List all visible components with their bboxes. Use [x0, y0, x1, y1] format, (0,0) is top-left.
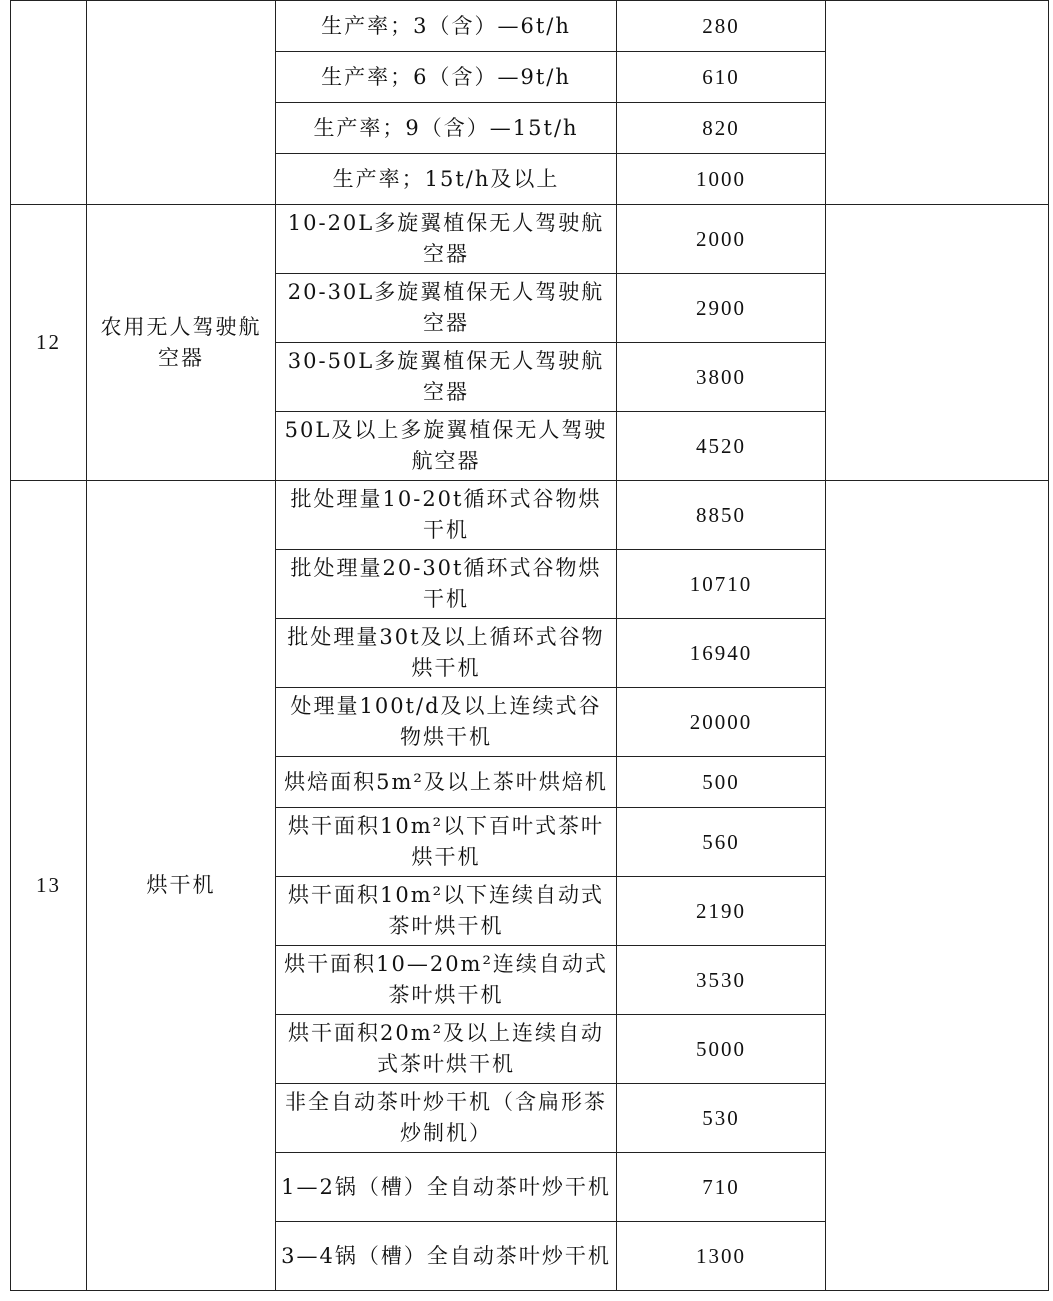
amount-cell: 1000: [617, 154, 826, 205]
spec-cell: 3—4锅（槽）全自动茶叶炒干机: [276, 1222, 617, 1291]
spec-cell: 生产率；15t/h及以上: [276, 154, 617, 205]
spec-cell: 非全自动茶叶炒干机（含扁形茶炒制机）: [276, 1084, 617, 1153]
spec-cell: 批处理量20-30t循环式谷物烘干机: [276, 550, 617, 619]
category-cell: 农用无人驾驶航空器: [87, 205, 276, 481]
spec-cell: 批处理量30t及以上循环式谷物烘干机: [276, 619, 617, 688]
amount-cell: 530: [617, 1084, 826, 1153]
spec-cell: 烘干面积10—20m²连续自动式茶叶烘干机: [276, 946, 617, 1015]
spec-cell: 烘干面积10m²以下连续自动式茶叶烘干机: [276, 877, 617, 946]
table-row: [11, 481, 1049, 550]
amount-cell: 4520: [617, 412, 826, 481]
note-cell: [826, 205, 1049, 481]
amount-cell: 280: [617, 1, 826, 52]
amount-cell: 8850: [617, 481, 826, 550]
spec-cell: 20-30L多旋翼植保无人驾驶航空器: [276, 274, 617, 343]
item-number-cell: [11, 1, 87, 205]
spec-cell: 处理量100t/d及以上连续式谷物烘干机: [276, 688, 617, 757]
amount-cell: 820: [617, 103, 826, 154]
spec-cell: 50L及以上多旋翼植保无人驾驶航空器: [276, 412, 617, 481]
spec-cell: 1—2锅（槽）全自动茶叶炒干机: [276, 1153, 617, 1222]
amount-cell: 610: [617, 52, 826, 103]
table-row: [11, 1, 1049, 52]
amount-cell: 10710: [617, 550, 826, 619]
spec-cell: 批处理量10-20t循环式谷物烘干机: [276, 481, 617, 550]
amount-cell: 2900: [617, 274, 826, 343]
note-cell: [826, 481, 1049, 1291]
amount-cell: 5000: [617, 1015, 826, 1084]
spec-cell: 生产率；3（含）—6t/h: [276, 1, 617, 52]
spec-cell: 烘干面积10m²以下百叶式茶叶烘干机: [276, 808, 617, 877]
amount-cell: 710: [617, 1153, 826, 1222]
subsidy-table: [10, 0, 1049, 1291]
spec-cell: 10-20L多旋翼植保无人驾驶航空器: [276, 205, 617, 274]
spec-cell: 生产率；9（含）—15t/h: [276, 103, 617, 154]
category-cell: 烘干机: [87, 481, 276, 1291]
category-cell: [87, 1, 276, 205]
amount-cell: 2000: [617, 205, 826, 274]
spec-cell: 烘干面积20m²及以上连续自动式茶叶烘干机: [276, 1015, 617, 1084]
spec-cell: 生产率；6（含）—9t/h: [276, 52, 617, 103]
amount-cell: 16940: [617, 619, 826, 688]
spec-cell: 烘焙面积5m²及以上茶叶烘焙机: [276, 757, 617, 808]
amount-cell: 3800: [617, 343, 826, 412]
amount-cell: 500: [617, 757, 826, 808]
amount-cell: 3530: [617, 946, 826, 1015]
amount-cell: 1300: [617, 1222, 826, 1291]
amount-cell: 20000: [617, 688, 826, 757]
amount-cell: 2190: [617, 877, 826, 946]
table-row: [11, 205, 1049, 274]
spec-cell: 30-50L多旋翼植保无人驾驶航空器: [276, 343, 617, 412]
amount-cell: 560: [617, 808, 826, 877]
item-number-cell: 12: [11, 205, 87, 481]
item-number-cell: 13: [11, 481, 87, 1291]
note-cell: [826, 1, 1049, 205]
